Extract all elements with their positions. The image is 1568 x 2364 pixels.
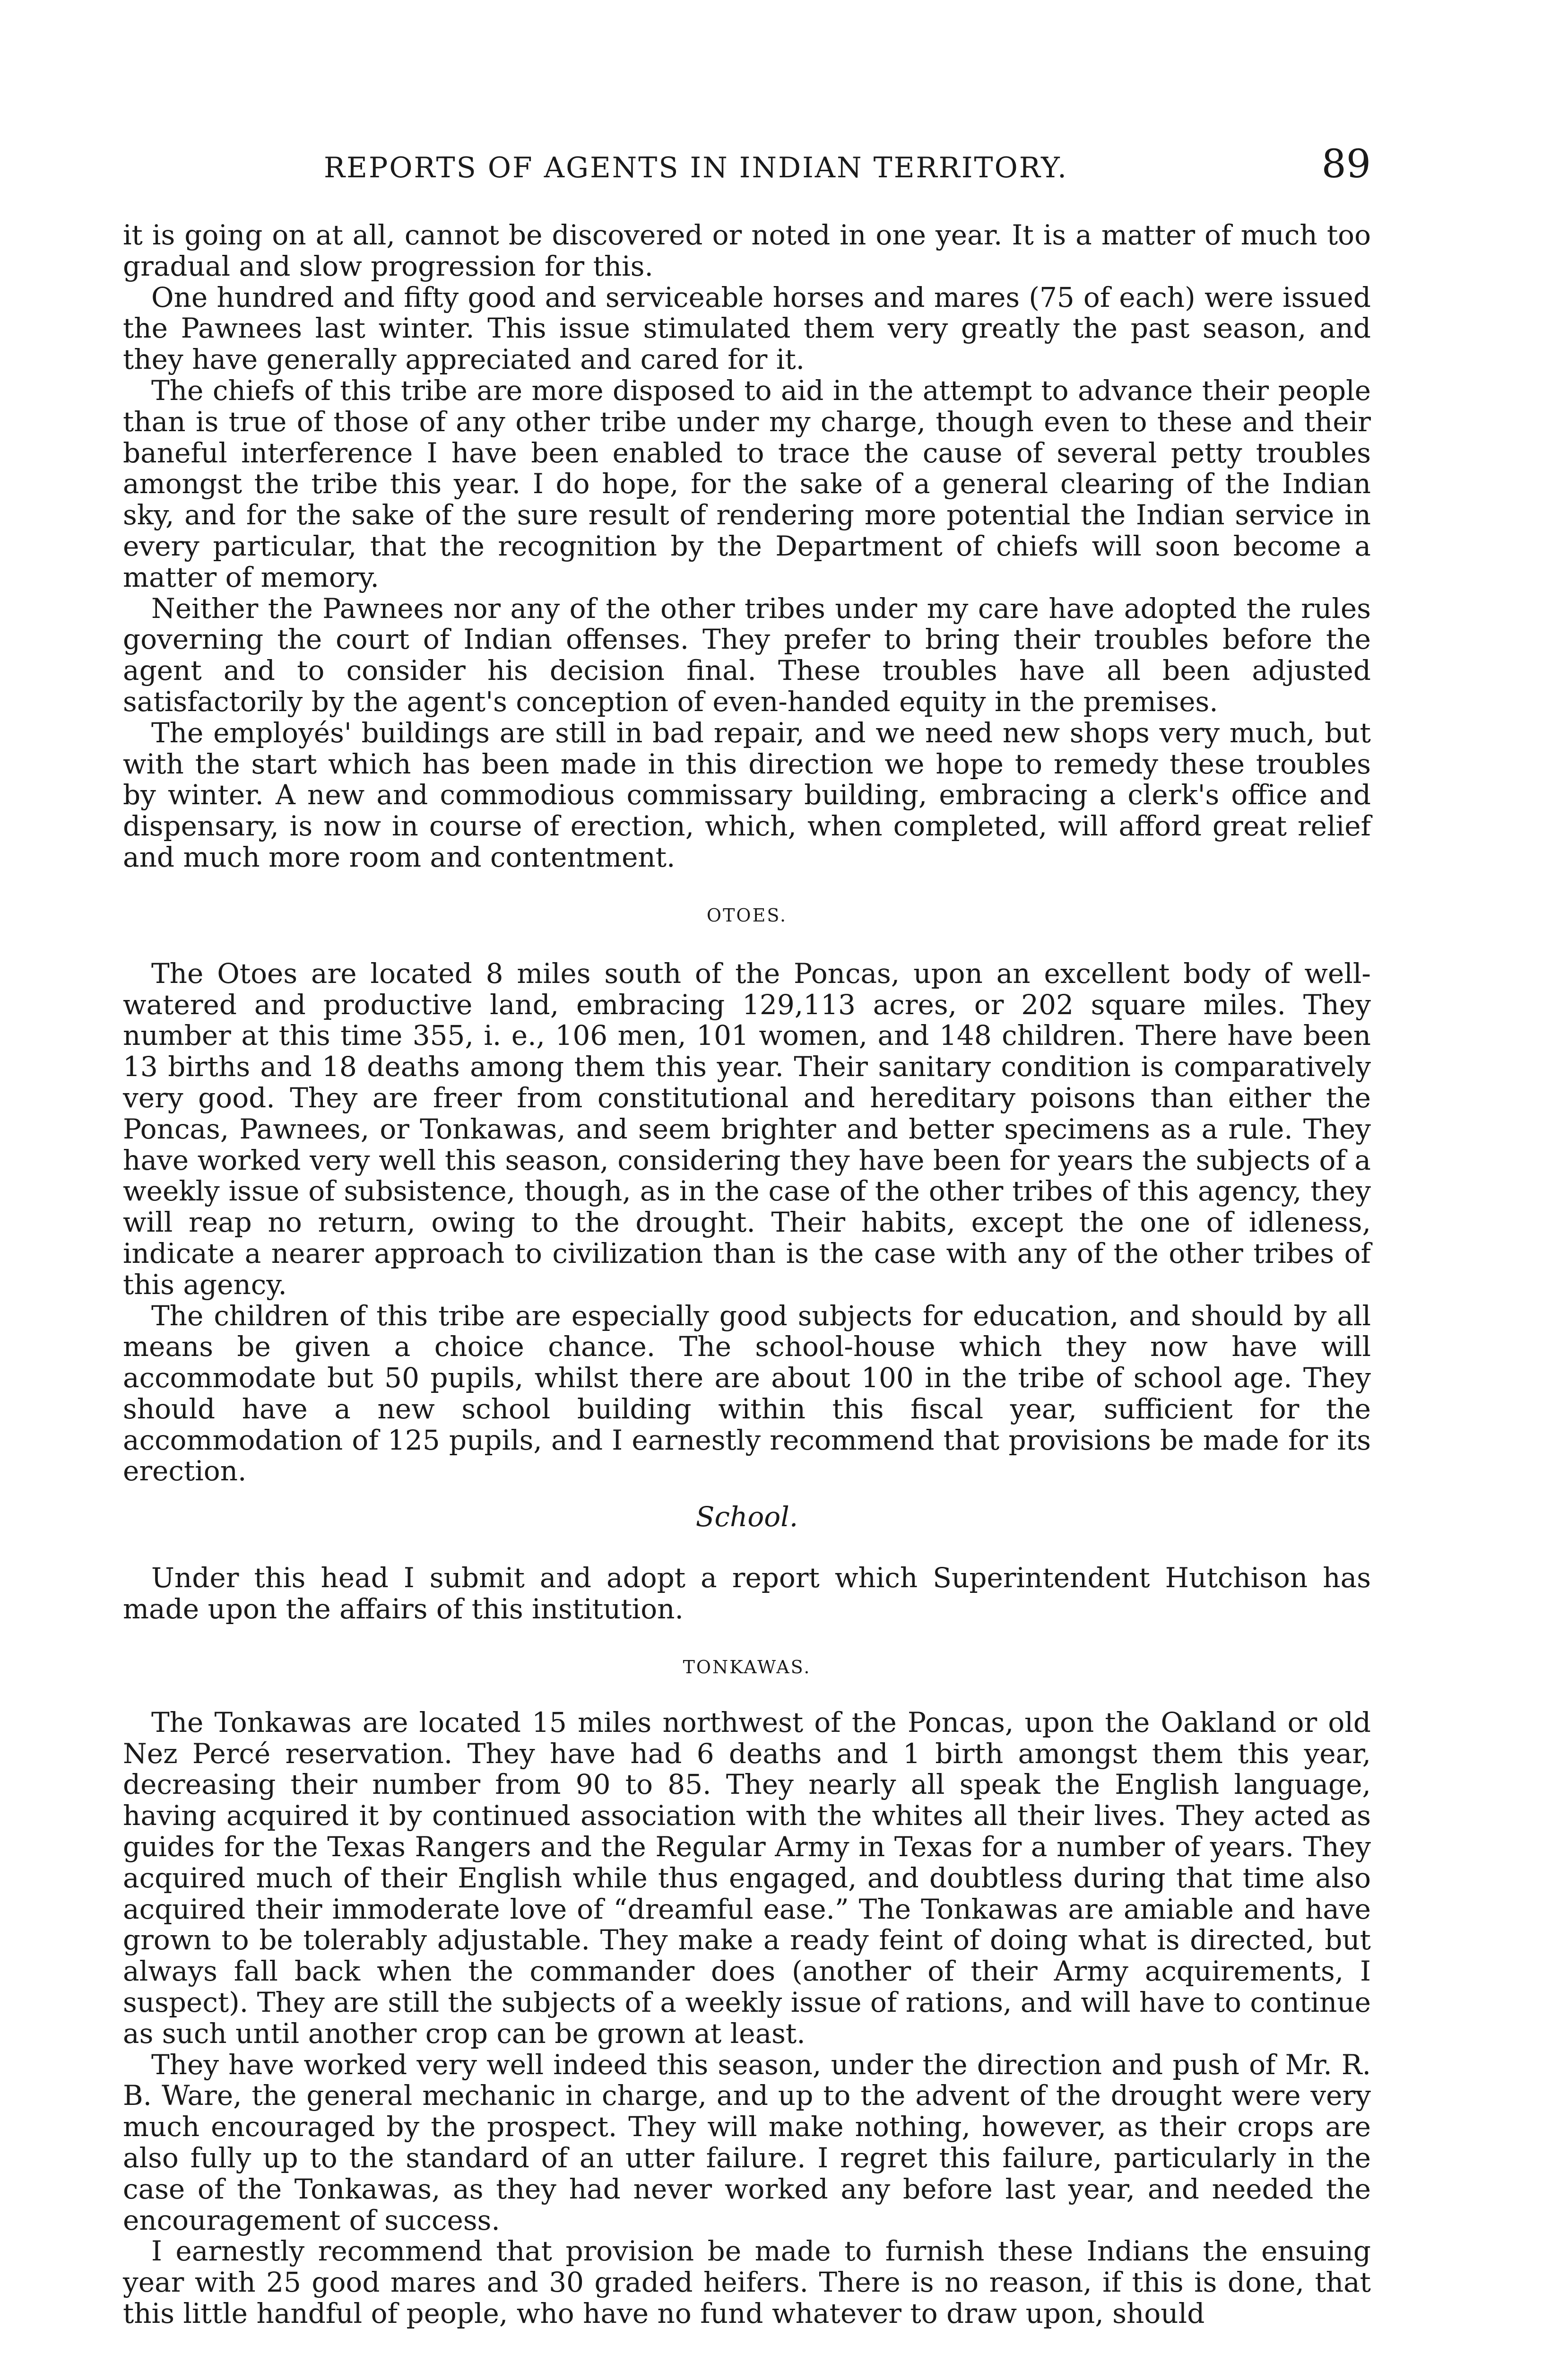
section-title-tonkawas: TONKAWAS. [683, 1656, 811, 1677]
subsection-title-school: School. [695, 1501, 798, 1533]
running-head: REPORTS OF AGENTS IN INDIAN TERRITORY. [324, 151, 1068, 184]
pawnees-paragraph: The chiefs of this tribe are more disposed to aid in the attempt to advance their people than is true of those of any other tribe under my charge, though even to these and their baneful interference I have been enabled to trace the cause of several petty troubles amongst the tribe this year. I do hope, for the sake of a general clearing of the Indian sky, and for the sake of the sure result of rendering more potential the Indian service in every particular, that the recognition by the Department of chiefs will soon become a matter of memory. [123, 374, 1371, 593]
section-title-otoes: OTOES. [706, 904, 788, 926]
pawnees-paragraph: One hundred and fifty good and serviceable horses and mares (75 of each) were issued the Pawnees last winter. This issue stimulated them very greatly the past season, and they have generally appreciated and cared for it. [123, 281, 1371, 376]
page-header [123, 142, 1371, 189]
page-number: 89 [1321, 142, 1371, 187]
tonkawas-paragraph: They have worked very well indeed this season, under the direction and push of Mr. R. B. Ware, the general mechanic in charge, and up to the advent of the drought were very much encouraged by the prospect. They will make nothing, however, as their crops are also fully up to the standard of an utter failure. I regret this failure, particularly in the case of the Tonkawas, as they had never worked any before last year, and needed the encouragement of success. [123, 2048, 1371, 2236]
otoes-paragraph: The Otoes are located 8 miles south of the Poncas, upon an excellent body of well-watered and productive land, embracing 129,113 acres, or 202 square miles. They number at this time 355, i. e., 106 men, 101 women, and 148 children. There have been 13 births and 18 deaths among them this year. Their sanitary condition is comparatively very good. They are freer from constitutional and hereditary poisons than either the Poncas, Pawnees, or Tonkawas, and seem brighter and better specimens as a rule. They have worked very well this season, considering they have been for years the subjects of a weekly issue of subsistence, though, as in the case of the other tribes of this agency, they will reap no return, owing to the drought. Their habits, except the one of idleness, indicate a nearer approach to civilization than is the case with any of the other tribes of this agency. [123, 957, 1371, 1301]
tonkawas-paragraph: The Tonkawas are located 15 miles northwest of the Poncas, upon the Oakland or old Nez Percé reservation. They have had 6 deaths and 1 birth amongst them this year, decreasing their number from 90 to 85. They nearly all speak the English language, having acquired it by continued association with the whites all their lives. They acted as guides for the Texas Rangers and the Regular Army in Texas for a number of years. They acquired much of their English while thus engaged, and doubtless during that time also acquired their immoderate love of “dreamful ease.” The Tonkawas are amiable and have grown to be tolerably adjustable. They make a ready feint of doing what is directed, but always fall back when the commander does (another of their Army acquirements, I suspect). They are still the subjects of a weekly issue of rations, and will have to continue as such until another crop can be grown at least. [123, 1706, 1371, 2050]
otoes-paragraph: The children of this tribe are especially good subjects for education, and should by all means be given a choice chance. The school-house which they now have will accommodate but 50 pupils, whilst there are about 100 in the tribe of school age. They should have a new school building within this fiscal year, sufficient for the accommodation of 125 pupils, and I earnestly recommend that provisions be made for its erection. [123, 1299, 1371, 1487]
school-paragraph: Under this head I submit and adopt a report which Superintendent Hutchison has made upon the affairs of this institution. [123, 1562, 1371, 1625]
pawnees-paragraph: The employés' buildings are still in bad repair, and we need new shops very much, but with the start which has been made in this direction we hope to remedy these troubles by winter. A new and commodious commissary building, embracing a clerk's office and dispensary, is now in course of erection, which, when completed, will afford great relief and much more room and contentment. [123, 716, 1371, 873]
pawnees-paragraph: Neither the Pawnees nor any of the other tribes under my care have adopted the rules governing the court of Indian offenses. They prefer to bring their troubles before the agent and to consider his decision final. These troubles have all been adjusted satisfactorily by the agent's conception of even-handed equity in the premises. [123, 592, 1371, 718]
page-body [123, 220, 1371, 2329]
tonkawas-paragraph: I earnestly recommend that provision be made to furnish these Indians the ensuing year with 25 good mares and 30 graded heifers. There is no reason, if this is done, that this little handful of people, who have no fund whatever to draw upon, should [123, 2235, 1371, 2330]
pawnees-paragraph: it is going on at all, cannot be discovered or noted in one year. It is a matter of much too gradual and slow progression for this. [123, 219, 1371, 282]
spacer [123, 1487, 1371, 1496]
